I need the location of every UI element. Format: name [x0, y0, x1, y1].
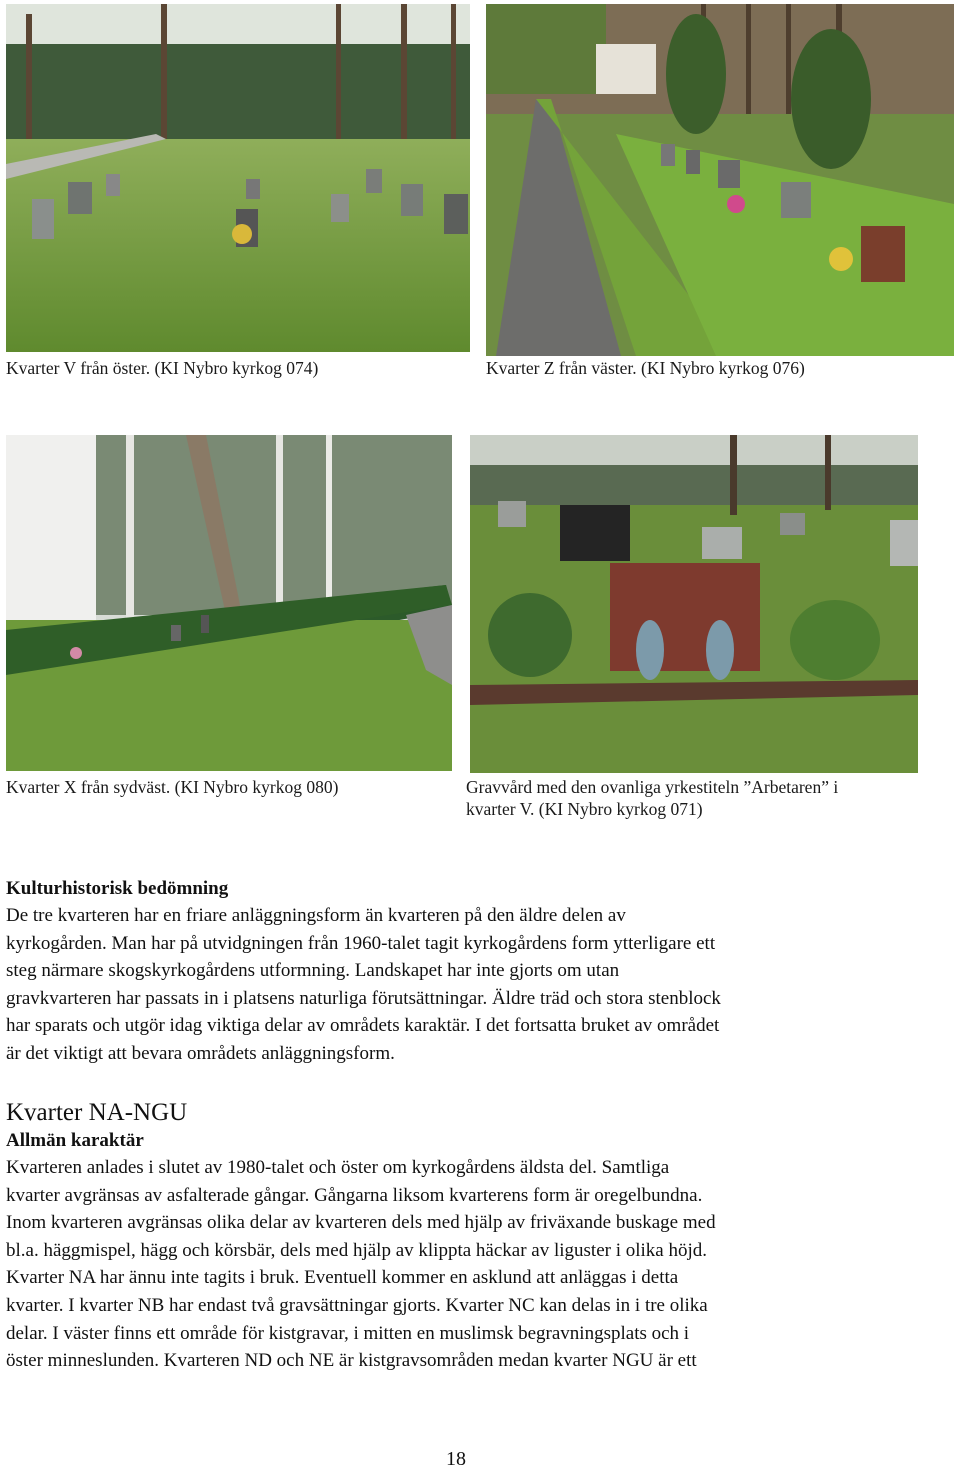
text-line: Kvarteren anlades i slutet av 1980-talet och öster om kyrkogårdens äldsta del. Samtliga [6, 1157, 670, 1178]
text-line: gravkvarteren har passats in i platsens naturliga förutsättningar. Äldre träd och stora stenblock [6, 987, 721, 1009]
photo-caption [466, 776, 838, 820]
text-line: Inom kvarteren avgränsas olika delar av kvarteren dels med hjälp av friväxande buskage med [6, 1212, 716, 1234]
photo-caption-line: kvarter V. (KI Nybro kyrkog 071) [466, 799, 703, 819]
text-line: kvarter. I kvarter NB har endast två gravsättningar gjorts. Kvarter NC kan delas in i tre olika [6, 1294, 708, 1316]
text-line: delar. I väster finns ett område för kistgravar, i mitten en muslimsk begravningsplats och i [6, 1322, 690, 1344]
block-subheading: Allmän karaktär [6, 1130, 144, 1151]
block-title: Kvarter NA-NGU [6, 1099, 188, 1126]
photo-caption-line: Gravvård med den ovanliga yrkestiteln ”Arbetaren” i [466, 777, 839, 797]
page-number: 18 [446, 1448, 466, 1470]
paragraph [6, 1154, 916, 1375]
photo-kvarter-v [6, 4, 470, 352]
text-line: öster minneslunden. Kvarteren ND och NE är kistgravsområden medan kvarter NGU är ett [6, 1350, 697, 1372]
text-line: har sparats och utgör idag viktiga delar av områdets karaktär. I det fortsatta bruket av området [6, 1015, 720, 1037]
photo-kvarter-x [6, 435, 452, 771]
photo-caption: Kvarter V från öster. (KI Nybro kyrkog 074) [6, 358, 319, 378]
text-line: kyrkogården. Man har på utvidgningen från 1960-talet tagit kyrkogårdens form ytterligare ett [6, 932, 716, 954]
photo-gravvard-arbetaren [470, 435, 918, 773]
photo-caption: Kvarter Z från väster. (KI Nybro kyrkog 076) [486, 358, 805, 378]
text-line: steg närmare skogskyrkogårdens utformning. Landskapet har inte gjorts om utan [6, 960, 620, 982]
text-line: Kvarter NA har ännu inte tagits i bruk. Eventuell kommer en asklund att anläggas i detta [6, 1267, 679, 1289]
section-heading: Kulturhistorisk bedömning [6, 878, 229, 899]
text-line: De tre kvarteren har en friare anläggningsform än kvarteren på den äldre delen av [6, 905, 626, 926]
text-line: är det viktigt att bevara områdets anläggningsform. [6, 1042, 395, 1064]
section-kvarter-na-ngu [6, 1098, 916, 1375]
photo-kvarter-z [486, 4, 954, 356]
text-line: bl.a. häggmispel, hägg och körsbär, dels med hjälp av klippta häckar av liguster i olika höjd. [6, 1239, 708, 1261]
section-assessment [6, 876, 916, 1068]
photo-caption: Kvarter X från sydväst. (KI Nybro kyrkog 080) [6, 777, 339, 797]
text-line: kvarter avgränsas av asfalterade gångar. Gångarna liksom kvarterens form är oregelbundna. [6, 1184, 703, 1206]
paragraph [6, 902, 916, 1068]
